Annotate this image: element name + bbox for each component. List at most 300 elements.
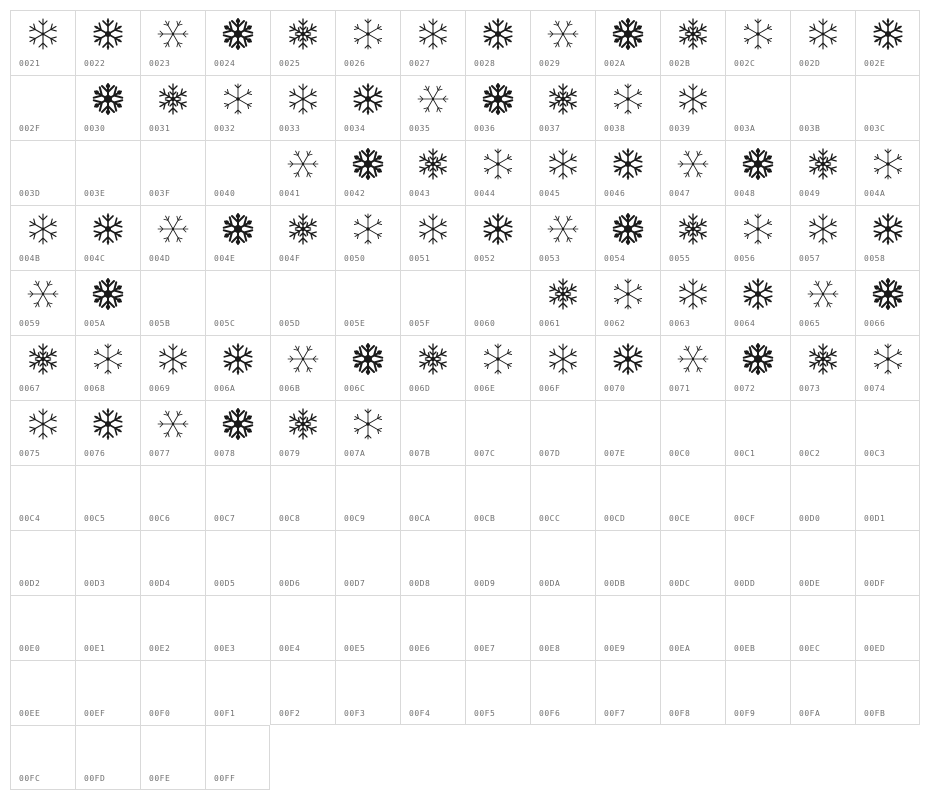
snowflake-icon (676, 277, 710, 311)
snowflake-icon (91, 342, 125, 376)
glyph-cell[interactable] (595, 75, 660, 140)
glyph-code-label: 0032 (214, 124, 236, 133)
glyph-code-label: 00E7 (474, 644, 496, 653)
glyph-cell[interactable] (400, 10, 465, 75)
glyph-cell[interactable] (205, 595, 270, 660)
glyph-code-label: 006C (344, 384, 366, 393)
glyph-cell[interactable] (75, 530, 140, 595)
snowflake-icon (351, 407, 385, 441)
glyph-cell[interactable] (725, 335, 790, 400)
glyph-code-label: 0071 (669, 384, 691, 393)
glyph-cell[interactable] (205, 660, 270, 725)
snowflake-icon (286, 17, 320, 51)
glyph-cell[interactable] (270, 465, 335, 530)
glyph-cell[interactable] (855, 400, 920, 465)
glyph-code-label: 00CA (409, 514, 431, 523)
glyph-cell[interactable] (335, 270, 400, 335)
glyph-code-label: 00D4 (149, 579, 171, 588)
glyph-code-label: 004E (214, 254, 236, 263)
glyph-cell[interactable] (465, 465, 530, 530)
glyph-code-label: 00E9 (604, 644, 626, 653)
glyph-code-label: 00DB (604, 579, 626, 588)
glyph-cell[interactable] (400, 400, 465, 465)
glyph-cell[interactable] (140, 335, 205, 400)
glyph-cell[interactable] (595, 270, 660, 335)
snowflake-icon (806, 277, 840, 311)
snowflake-icon (156, 17, 190, 51)
glyph-cell[interactable] (75, 725, 140, 790)
glyph-code-label: 0079 (279, 449, 301, 458)
snowflake-icon (156, 212, 190, 246)
glyph-cell[interactable] (335, 335, 400, 400)
glyph-cell[interactable] (75, 595, 140, 660)
glyph-cell[interactable] (465, 595, 530, 660)
glyph-cell[interactable] (270, 595, 335, 660)
glyph-cell[interactable] (140, 595, 205, 660)
glyph-cell[interactable] (400, 660, 465, 725)
glyph-cell[interactable] (465, 400, 530, 465)
snowflake-icon (676, 212, 710, 246)
snowflake-icon (741, 277, 775, 311)
glyph-code-label: 00C7 (214, 514, 236, 523)
glyph-cell[interactable] (10, 660, 75, 725)
glyph-cell[interactable] (855, 140, 920, 205)
glyph-cell[interactable] (205, 10, 270, 75)
glyph-code-label: 004B (19, 254, 41, 263)
glyph-cell[interactable] (140, 400, 205, 465)
glyph-cell[interactable] (140, 140, 205, 205)
glyph-code-label: 00CE (669, 514, 691, 523)
glyph-code-label: 00FF (214, 774, 236, 783)
glyph-cell[interactable] (10, 465, 75, 530)
glyph-cell[interactable] (595, 335, 660, 400)
glyph-code-label: 002D (799, 59, 821, 68)
glyph-code-label: 004F (279, 254, 301, 263)
glyph-cell[interactable] (75, 10, 140, 75)
glyph-code-label: 0062 (604, 319, 626, 328)
glyph-cell[interactable] (140, 725, 205, 790)
glyph-cell[interactable] (140, 205, 205, 270)
glyph-cell[interactable] (660, 595, 725, 660)
snowflake-icon (416, 17, 450, 51)
glyph-cell[interactable] (725, 10, 790, 75)
glyph-code-label: 00EA (669, 644, 691, 653)
glyph-code-label: 00F7 (604, 709, 626, 718)
glyph-cell[interactable] (855, 205, 920, 270)
glyph-code-label: 0021 (19, 59, 41, 68)
glyph-code-label: 00EC (799, 644, 821, 653)
glyph-cell[interactable] (270, 75, 335, 140)
snowflake-icon (481, 17, 515, 51)
glyph-cell[interactable] (855, 270, 920, 335)
snowflake-icon (221, 17, 255, 51)
glyph-cell[interactable] (725, 140, 790, 205)
glyph-code-label: 00E3 (214, 644, 236, 653)
glyph-cell[interactable] (790, 660, 855, 725)
glyph-cell[interactable] (205, 335, 270, 400)
glyph-cell[interactable] (855, 530, 920, 595)
glyph-cell[interactable] (660, 530, 725, 595)
glyph-cell[interactable] (75, 140, 140, 205)
snowflake-icon (741, 17, 775, 51)
glyph-cell[interactable] (660, 270, 725, 335)
glyph-code-label: 0040 (214, 189, 236, 198)
glyph-cell[interactable] (725, 75, 790, 140)
glyph-code-label: 007E (604, 449, 626, 458)
glyph-cell[interactable] (335, 465, 400, 530)
glyph-code-label: 00DF (864, 579, 886, 588)
glyph-cell[interactable] (140, 660, 205, 725)
glyph-cell[interactable] (465, 10, 530, 75)
glyph-code-label: 00C5 (84, 514, 106, 523)
glyph-cell[interactable] (205, 725, 270, 790)
glyph-cell[interactable] (595, 10, 660, 75)
glyph-cell[interactable] (530, 660, 595, 725)
glyph-cell[interactable] (660, 400, 725, 465)
glyph-code-label: 0061 (539, 319, 561, 328)
glyph-cell[interactable] (75, 75, 140, 140)
glyph-code-label: 00F9 (734, 709, 756, 718)
glyph-code-label: 00FE (149, 774, 171, 783)
snowflake-icon (416, 82, 450, 116)
snowflake-icon (286, 82, 320, 116)
glyph-code-label: 003E (84, 189, 106, 198)
glyph-code-label: 0077 (149, 449, 171, 458)
snowflake-icon (481, 342, 515, 376)
snowflake-icon (156, 82, 190, 116)
glyph-cell[interactable] (205, 400, 270, 465)
glyph-code-label: 0058 (864, 254, 886, 263)
glyph-code-label: 0063 (669, 319, 691, 328)
glyph-code-label: 0029 (539, 59, 561, 68)
glyph-code-label: 0025 (279, 59, 301, 68)
glyph-cell[interactable] (400, 335, 465, 400)
glyph-code-label: 006F (539, 384, 561, 393)
snowflake-icon (741, 147, 775, 181)
glyph-code-label: 002F (19, 124, 41, 133)
snowflake-icon (351, 17, 385, 51)
glyph-code-label: 004D (149, 254, 171, 263)
glyph-cell[interactable] (140, 75, 205, 140)
snowflake-icon (546, 17, 580, 51)
glyph-cell[interactable] (595, 595, 660, 660)
glyph-cell[interactable] (270, 205, 335, 270)
glyph-cell[interactable] (725, 465, 790, 530)
glyph-cell[interactable] (725, 270, 790, 335)
glyph-cell[interactable] (335, 140, 400, 205)
glyph-cell[interactable] (465, 75, 530, 140)
snowflake-icon (351, 342, 385, 376)
glyph-cell[interactable] (75, 400, 140, 465)
glyph-cell[interactable] (790, 140, 855, 205)
glyph-cell[interactable] (855, 595, 920, 660)
glyph-cell[interactable] (530, 140, 595, 205)
glyph-code-label: 003D (19, 189, 41, 198)
glyph-code-label: 00F1 (214, 709, 236, 718)
glyph-cell[interactable] (335, 400, 400, 465)
glyph-code-label: 0037 (539, 124, 561, 133)
glyph-cell[interactable] (205, 75, 270, 140)
glyph-cell[interactable] (530, 465, 595, 530)
glyph-code-label: 00CF (734, 514, 756, 523)
glyph-code-label: 00F6 (539, 709, 561, 718)
glyph-cell[interactable] (270, 530, 335, 595)
glyph-cell[interactable] (725, 400, 790, 465)
glyph-cell[interactable] (10, 10, 75, 75)
glyph-code-label: 0053 (539, 254, 561, 263)
snowflake-icon (351, 147, 385, 181)
glyph-cell[interactable] (270, 660, 335, 725)
glyph-cell[interactable] (270, 400, 335, 465)
glyph-cell[interactable] (660, 335, 725, 400)
glyph-cell[interactable] (790, 595, 855, 660)
glyph-cell[interactable] (335, 660, 400, 725)
glyph-code-label: 00F3 (344, 709, 366, 718)
glyph-code-label: 0069 (149, 384, 171, 393)
glyph-cell[interactable] (790, 270, 855, 335)
glyph-cell[interactable] (400, 530, 465, 595)
glyph-code-label: 00E5 (344, 644, 366, 653)
glyph-code-label: 0028 (474, 59, 496, 68)
snowflake-icon (221, 407, 255, 441)
glyph-code-label: 0033 (279, 124, 301, 133)
glyph-cell[interactable] (400, 270, 465, 335)
glyph-cell[interactable] (790, 400, 855, 465)
glyph-code-label: 0034 (344, 124, 366, 133)
glyph-code-label: 00DD (734, 579, 756, 588)
glyph-code-label: 0047 (669, 189, 691, 198)
glyph-cell[interactable] (75, 335, 140, 400)
glyph-code-label: 00CB (474, 514, 496, 523)
glyph-code-label: 0052 (474, 254, 496, 263)
glyph-code-label: 0036 (474, 124, 496, 133)
glyph-cell[interactable] (465, 660, 530, 725)
glyph-code-label: 005F (409, 319, 431, 328)
glyph-cell[interactable] (855, 465, 920, 530)
glyph-cell[interactable] (530, 400, 595, 465)
glyph-cell[interactable] (595, 660, 660, 725)
glyph-code-label: 00FA (799, 709, 821, 718)
glyph-cell[interactable] (205, 465, 270, 530)
glyph-code-label: 002E (864, 59, 886, 68)
glyph-cell[interactable] (530, 75, 595, 140)
glyph-code-label: 003A (734, 124, 756, 133)
glyph-code-label: 005D (279, 319, 301, 328)
snowflake-icon (416, 212, 450, 246)
glyph-code-label: 00E4 (279, 644, 301, 653)
glyph-cell[interactable] (205, 530, 270, 595)
glyph-cell[interactable] (270, 270, 335, 335)
glyph-code-label: 00C3 (864, 449, 886, 458)
glyph-cell[interactable] (660, 465, 725, 530)
glyph-cell[interactable] (400, 205, 465, 270)
glyph-cell[interactable] (465, 140, 530, 205)
glyph-code-label: 00E0 (19, 644, 41, 653)
glyph-cell[interactable] (790, 335, 855, 400)
glyph-code-label: 00D7 (344, 579, 366, 588)
glyph-cell[interactable] (10, 140, 75, 205)
glyph-code-label: 00F8 (669, 709, 691, 718)
snowflake-icon (676, 147, 710, 181)
glyph-cell[interactable] (465, 335, 530, 400)
glyph-code-label: 00ED (864, 644, 886, 653)
glyph-code-label: 0038 (604, 124, 626, 133)
glyph-code-label: 00EB (734, 644, 756, 653)
glyph-cell[interactable] (75, 205, 140, 270)
snowflake-icon (611, 342, 645, 376)
snowflake-icon (91, 82, 125, 116)
glyph-cell[interactable] (465, 205, 530, 270)
glyph-cell[interactable] (270, 10, 335, 75)
glyph-cell[interactable] (725, 530, 790, 595)
glyph-code-label: 003F (149, 189, 171, 198)
snowflake-icon (676, 82, 710, 116)
glyph-cell[interactable] (660, 205, 725, 270)
glyph-cell[interactable] (10, 725, 75, 790)
glyph-code-label: 0073 (799, 384, 821, 393)
glyph-cell[interactable] (725, 205, 790, 270)
glyph-cell[interactable] (10, 335, 75, 400)
glyph-cell[interactable] (335, 595, 400, 660)
glyph-code-label: 00FB (864, 709, 886, 718)
glyph-code-label: 006E (474, 384, 496, 393)
glyph-code-label: 00C6 (149, 514, 171, 523)
glyph-cell[interactable] (270, 335, 335, 400)
glyph-cell[interactable] (530, 270, 595, 335)
glyph-cell[interactable] (790, 75, 855, 140)
snowflake-icon (286, 212, 320, 246)
glyph-cell[interactable] (205, 140, 270, 205)
glyph-cell[interactable] (335, 205, 400, 270)
glyph-code-label: 005A (84, 319, 106, 328)
glyph-cell[interactable] (660, 75, 725, 140)
glyph-cell[interactable] (205, 205, 270, 270)
glyph-cell[interactable] (335, 10, 400, 75)
glyph-code-label: 00E8 (539, 644, 561, 653)
snowflake-icon (741, 212, 775, 246)
glyph-cell[interactable] (530, 595, 595, 660)
snowflake-icon (611, 212, 645, 246)
glyph-cell[interactable] (530, 10, 595, 75)
glyph-cell[interactable] (660, 660, 725, 725)
glyph-code-label: 0064 (734, 319, 756, 328)
glyph-cell[interactable] (855, 660, 920, 725)
glyph-cell[interactable] (270, 140, 335, 205)
glyph-cell[interactable] (75, 660, 140, 725)
snowflake-icon (806, 147, 840, 181)
glyph-cell[interactable] (75, 465, 140, 530)
glyph-code-label: 0041 (279, 189, 301, 198)
glyph-cell[interactable] (725, 660, 790, 725)
snowflake-icon (871, 212, 905, 246)
glyph-cell[interactable] (530, 335, 595, 400)
glyph-cell[interactable] (400, 140, 465, 205)
glyph-code-label: 002C (734, 59, 756, 68)
glyph-code-label: 006D (409, 384, 431, 393)
glyph-cell[interactable] (10, 75, 75, 140)
glyph-cell[interactable] (660, 140, 725, 205)
glyph-cell[interactable] (530, 530, 595, 595)
glyph-code-label: 00E1 (84, 644, 106, 653)
glyph-code-label: 0075 (19, 449, 41, 458)
glyph-code-label: 00FC (19, 774, 41, 783)
glyph-cell[interactable] (140, 530, 205, 595)
snowflake-icon (26, 17, 60, 51)
glyph-cell[interactable] (855, 10, 920, 75)
glyph-code-label: 00D8 (409, 579, 431, 588)
glyph-cell[interactable] (75, 270, 140, 335)
glyph-cell[interactable] (400, 595, 465, 660)
snowflake-icon (351, 212, 385, 246)
glyph-cell[interactable] (10, 270, 75, 335)
glyph-code-label: 004A (864, 189, 886, 198)
glyph-cell[interactable] (335, 530, 400, 595)
glyph-cell[interactable] (400, 465, 465, 530)
glyph-cell[interactable] (10, 530, 75, 595)
glyph-code-label: 00D5 (214, 579, 236, 588)
glyph-code-label: 00F2 (279, 709, 301, 718)
glyph-cell[interactable] (205, 270, 270, 335)
snowflake-icon (416, 342, 450, 376)
glyph-cell[interactable] (790, 465, 855, 530)
glyph-cell[interactable] (10, 400, 75, 465)
glyph-cell[interactable] (790, 530, 855, 595)
glyph-cell[interactable] (595, 205, 660, 270)
glyph-cell[interactable] (595, 530, 660, 595)
glyph-cell[interactable] (855, 335, 920, 400)
glyph-cell[interactable] (400, 75, 465, 140)
glyph-code-label: 00C8 (279, 514, 301, 523)
snowflake-icon (546, 212, 580, 246)
glyph-code-label: 00DE (799, 579, 821, 588)
glyph-code-label: 00DA (539, 579, 561, 588)
glyph-code-label: 0044 (474, 189, 496, 198)
glyph-code-label: 002B (669, 59, 691, 68)
glyph-cell[interactable] (10, 595, 75, 660)
glyph-code-label: 005B (149, 319, 171, 328)
glyph-cell[interactable] (595, 140, 660, 205)
glyph-cell[interactable] (465, 270, 530, 335)
glyph-code-label: 00C1 (734, 449, 756, 458)
snowflake-icon (611, 147, 645, 181)
glyph-cell[interactable] (725, 595, 790, 660)
glyph-code-label: 0059 (19, 319, 41, 328)
glyph-code-label: 0054 (604, 254, 626, 263)
glyph-chart-grid (10, 10, 920, 790)
glyph-cell[interactable] (335, 75, 400, 140)
glyph-cell[interactable] (140, 465, 205, 530)
glyph-cell[interactable] (595, 465, 660, 530)
glyph-cell[interactable] (10, 205, 75, 270)
snowflake-icon (351, 82, 385, 116)
glyph-cell[interactable] (855, 75, 920, 140)
glyph-cell[interactable] (790, 205, 855, 270)
glyph-cell[interactable] (595, 400, 660, 465)
glyph-code-label: 0048 (734, 189, 756, 198)
glyph-code-label: 007C (474, 449, 496, 458)
glyph-code-label: 00C0 (669, 449, 691, 458)
glyph-code-label: 0030 (84, 124, 106, 133)
glyph-cell[interactable] (530, 205, 595, 270)
snowflake-icon (871, 277, 905, 311)
glyph-cell[interactable] (660, 10, 725, 75)
glyph-cell[interactable] (790, 10, 855, 75)
glyph-code-label: 004C (84, 254, 106, 263)
glyph-cell[interactable] (465, 530, 530, 595)
glyph-code-label: 0031 (149, 124, 171, 133)
glyph-cell[interactable] (140, 270, 205, 335)
glyph-cell[interactable] (140, 10, 205, 75)
